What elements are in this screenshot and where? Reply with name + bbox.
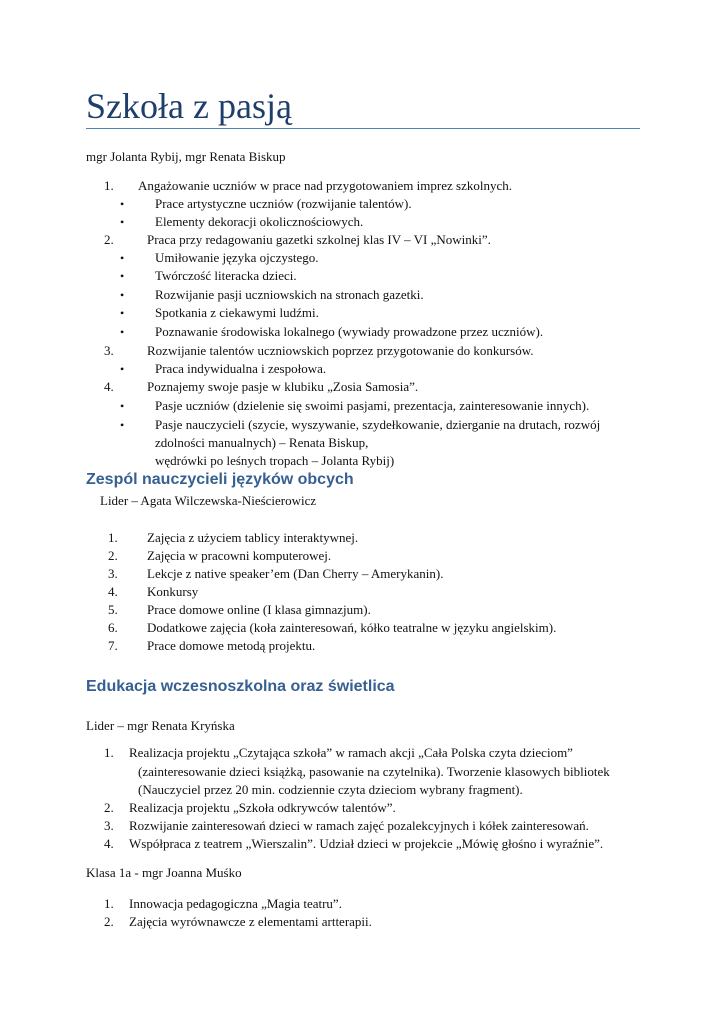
list-item: Angażowanie uczniów w prace nad przygotowaniem imprez szkolnych. [138,178,512,193]
list-number: 5. [108,602,118,617]
bullet-icon: • [120,269,125,283]
bullet-icon: • [120,197,125,211]
section-heading-early-education: Edukacja wczesnoszkolna oraz świetlica [86,678,395,695]
list-item: Poznajemy swoje pasje w klubiku „Zosia Samosia”. [147,379,419,394]
list-item: Lekcje z native speaker’em (Dan Cherry – Amerykanin). [147,566,444,581]
list-item: Realizacja projektu „Czytająca szkoła” w ramach akcji „Cała Polska czyta dzieciom” [129,745,573,760]
list-item: Prace domowe metodą projektu. [147,638,316,653]
bullet-item: Pasje uczniów (dzielenie się swoimi pasjami, prezentacja, zainteresowanie innych). [155,398,590,413]
bullet-icon: • [120,251,125,265]
list-number: 2. [104,914,114,929]
list-number: 3. [104,343,114,358]
list-item: Współpraca z teatrem „Wierszalin”. Udział dzieci w projekcie „Mówię głośno i wyraźnie”. [129,836,604,851]
list-item: Dodatkowe zajęcia (koła zainteresowań, kółko teatralne w języku angielskim). [147,620,557,635]
bullet-continuation: wędrówki po leśnych tropach – Jolanta Rybij) [155,453,395,468]
list-item: Prace domowe online (I klasa gimnazjum). [147,602,371,617]
bullet-item: Pasje nauczycieli (szycie, wyszywanie, szydełkowanie, dzierganie na drutach, rozwój [155,417,601,432]
list-number: 4. [104,836,114,851]
list-item-continuation: (zainteresowanie dzieci książką, pasowanie na czytelnika). Tworzenie klasowych bibliotek [138,764,610,779]
list-number: 1. [104,745,114,760]
list-item: Zajęcia w pracowni komputerowej. [147,548,332,563]
list-number: 1. [104,896,114,911]
bullet-icon: • [120,306,125,320]
bullet-item: Twórczość literacka dzieci. [155,268,297,283]
title-underline [86,128,640,129]
section-leader: Lider – Agata Wilczewska-Nieścierowicz [100,493,317,508]
list-number: 1. [104,178,114,193]
bullet-icon: • [120,418,125,432]
list-number: 3. [108,566,118,581]
document-title: Szkoła z pasją [86,86,292,126]
list-number: 1. [108,530,118,545]
list-number: 2. [108,548,118,563]
list-number: 4. [108,584,118,599]
bullet-item: Prace artystyczne uczniów (rozwijanie talentów). [155,196,412,211]
bullet-item: Poznawanie środowiska lokalnego (wywiady prowadzone przez uczniów). [155,324,544,339]
bullet-icon: • [120,325,125,339]
list-number: 3. [104,818,114,833]
list-number: 4. [104,379,114,394]
bullet-item: Praca indywidualna i zespołowa. [155,361,327,376]
bullet-item: Umiłowanie języka ojczystego. [155,250,319,265]
list-item: Zajęcia wyrównawcze z elementami artterapii. [129,914,372,929]
list-item: Rozwijanie zainteresowań dzieci w ramach zajęć pozalekcyjnych i kółek zainteresowań. [129,818,589,833]
list-number: 2. [104,232,114,247]
bullet-icon: • [120,215,125,229]
authors: mgr Jolanta Rybij, mgr Renata Biskup [86,149,286,164]
section-leader: Lider – mgr Renata Kryńska [86,718,235,733]
bullet-continuation: zdolności manualnych) – Renata Biskup, [155,435,369,450]
list-number: 7. [108,638,118,653]
bullet-item: Elementy dekoracji okolicznościowych. [155,214,364,229]
list-item: Zajęcia z użyciem tablicy interaktywnej. [147,530,359,545]
bullet-icon: • [120,362,125,376]
section-heading-languages: Zespól nauczycieli języków obcych [86,471,354,488]
list-item: Praca przy redagowaniu gazetki szkolnej klas IV – VI „Nowinki”. [147,232,491,247]
bullet-icon: • [120,399,125,413]
bullet-item: Spotkania z ciekawymi ludźmi. [155,305,319,320]
list-number: 6. [108,620,118,635]
list-item: Rozwijanie talentów uczniowskich poprzez przygotowanie do konkursów. [147,343,534,358]
list-number: 2. [104,800,114,815]
bullet-item: Rozwijanie pasji uczniowskich na stronach gazetki. [155,287,424,302]
list-item: Realizacja projektu „Szkoła odkrywców talentów”. [129,800,396,815]
list-item: Innowacja pedagogiczna „Magia teatru”. [129,896,342,911]
list-item: Konkursy [147,584,199,599]
class-label: Klasa 1a - mgr Joanna Muśko [86,865,242,880]
list-item-continuation: (Nauczyciel przez 20 min. codziennie czyta dzieciom wybrany fragment). [138,782,523,797]
bullet-icon: • [120,288,125,302]
